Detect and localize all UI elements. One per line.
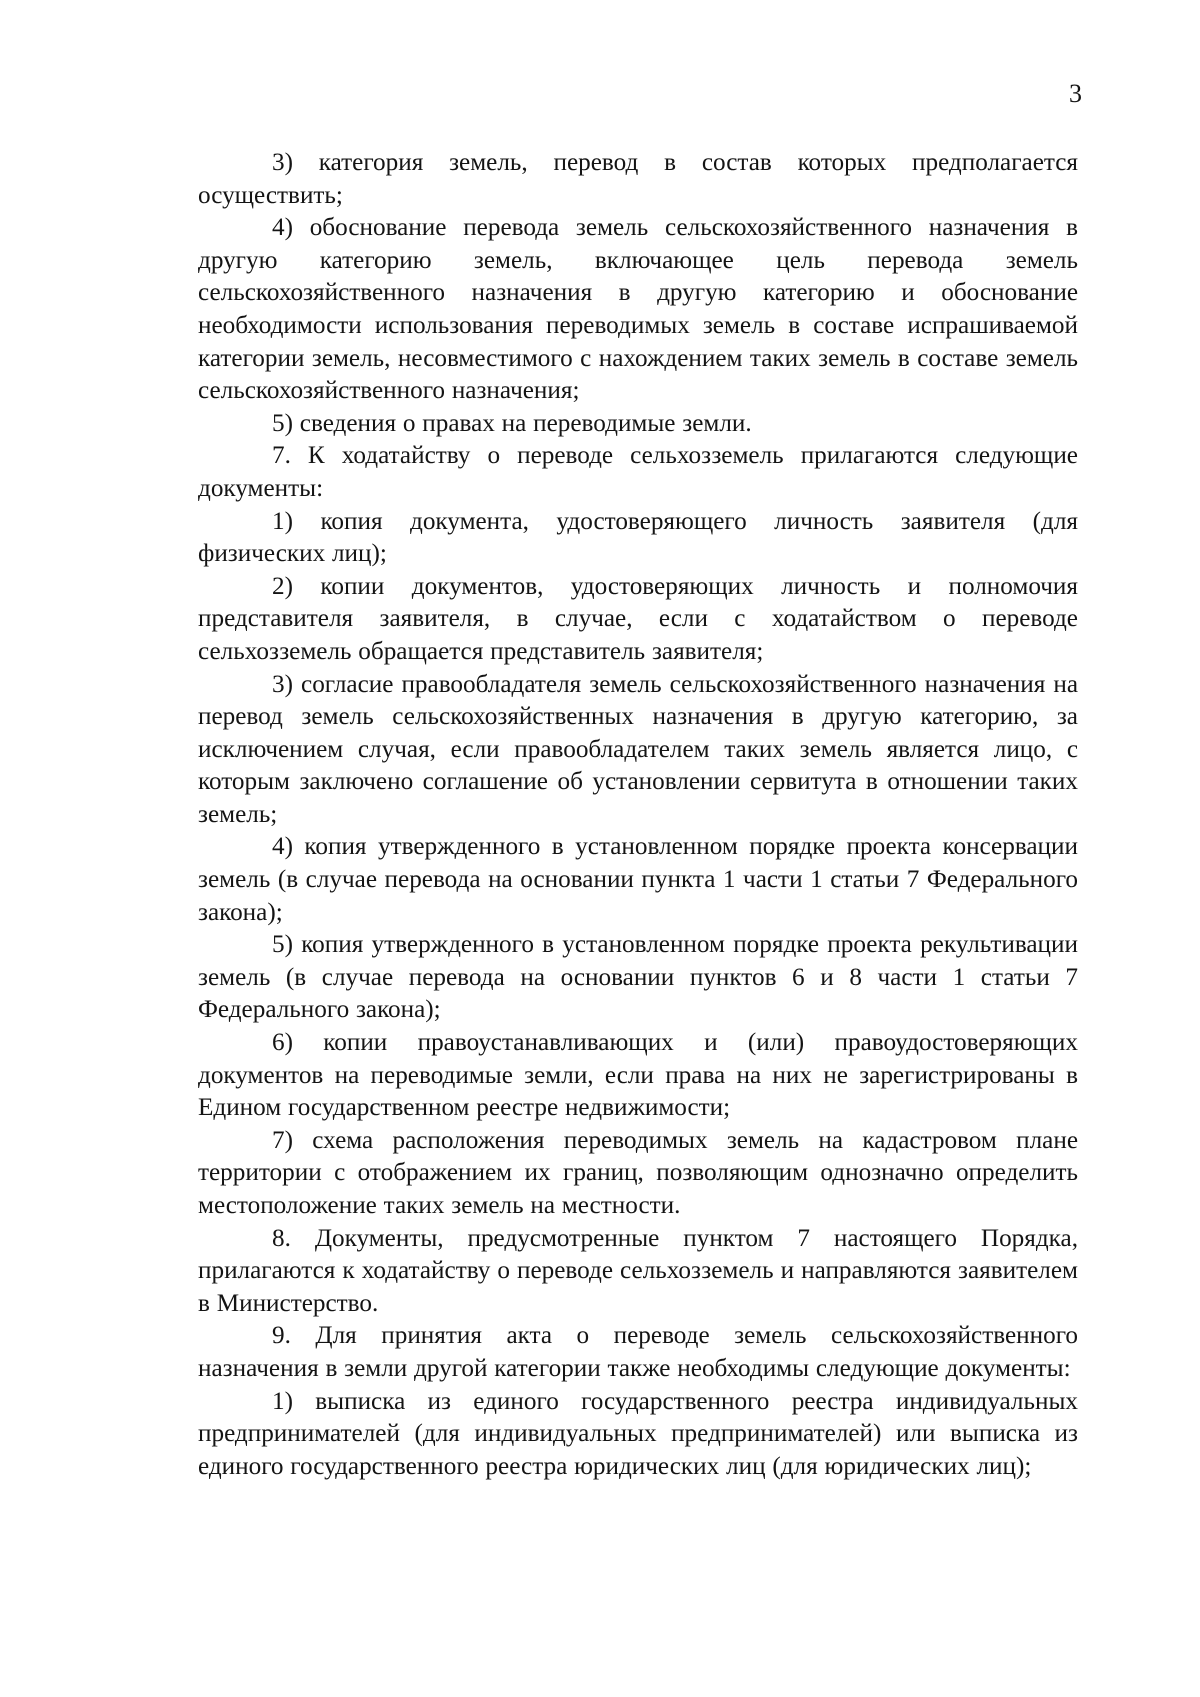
paragraph-item-4-justification: 4) обоснование перевода земель сельскохозяйственного назначения в другую категорию земель, включающее цель перевода земель сельскохозяйственного назначения в другую категорию и обоснование необходимости использования переводимых земель в составе испрашиваемой категории земель, несовместимого с нахождением таких земель в составе земель сельскохозяйственного назначения; [198,214,1078,405]
paragraph-section-7: 7. К ходатайству о переводе сельхозземель прилагаются следующие документы: [198,442,1078,502]
paragraph-item-5-rights-info: 5) сведения о правах на переводимые земли. [272,409,752,437]
page-number: 3 [1069,79,1082,108]
paragraph-section-7-item-7: 7) схема расположения переводимых земель на кадастровом плане территории с отображением их границ, позволяющим однозначно определить местоположение таких земель на местности. [198,1126,1078,1219]
paragraph-section-9-item-1: 1) выписка из единого государственного реестра индивидуальных предпринимателей (для индивидуальных предпринимателей) или выписка из единого государственного реестра юридических лиц (для юридических лиц); [198,1387,1078,1480]
paragraph-section-8: 8. Документы, предусмотренные пунктом 7 настоящего Порядка, прилагаются к ходатайству о переводе сельхозземель и направляются заявителем в Министерство. [198,1224,1078,1317]
paragraph-section-7-item-2: 2) копии документов, удостоверяющих личность и полномочия представителя заявителя, в случае, если с ходатайством о переводе сельхозземель обращается представитель заявителя; [198,572,1078,665]
paragraph-section-7-item-1: 1) копия документа, удостоверяющего личность заявителя (для физических лиц); [198,507,1078,568]
paragraph-item-3-land-category: 3) категория земель, перевод в состав которых предполагается осуществить; [198,149,1078,209]
paragraph-section-7-item-5: 5) копия утвержденного в установленном порядке проекта рекультивации земель (в случае перевода на основании пунктов 6 и 8 части 1 статьи 7 Федерального закона); [198,931,1078,1024]
paragraph-section-7-item-4: 4) копия утвержденного в установленном порядке проекта консервации земель (в случае перевода на основании пункта 1 части 1 статьи 7 Федерального закона); [198,833,1078,926]
paragraph-section-9: 9. Для принятия акта о переводе земель сельскохозяйственного назначения в земли другой категории также необходимы следующие документы: [198,1322,1078,1382]
paragraph-section-7-item-6: 6) копии правоустанавливающих и (или) правоудостоверяющих документов на переводимые земли, если права на них не зарегистрированы в Едином государственном реестре недвижимости; [198,1029,1078,1122]
document-body [198,147,1078,1483]
paragraph-section-7-item-3: 3) согласие правообладателя земель сельскохозяйственного назначения на перевод земель сельскохозяйственных назначения в другую категорию, за исключением случая, если правообладателем таких земель является лицо, с которым заключено соглашение об установлении сервитута в отношении таких земель; [198,670,1078,828]
